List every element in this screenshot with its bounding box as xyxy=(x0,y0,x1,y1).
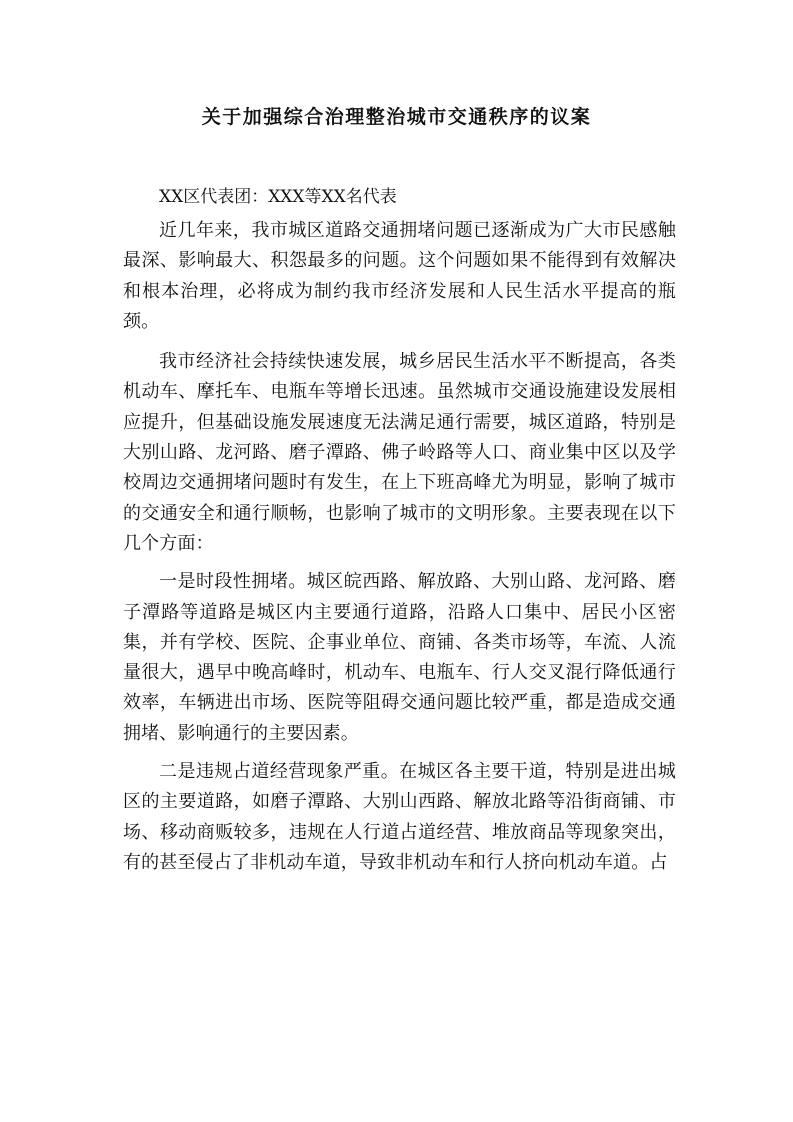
paragraph-2: 我市经济社会持续快速发展，城乡居民生活水平不断提高，各类机动车、摩托车、电瓶车等增长迅速。虽然城市交通设施建设发展相应提升，但基础设施发展速度无法满足通行需要，城区道路，特别是大别山路、龙河路、磨子潭路、佛子岭路等人口、商业集中区以及学校周边交通拥堵问题时有发生，在上下班高峰尤为明显，影响了城市的交通安全和通行顺畅，也影响了城市的文明形象。主要表现在以下几个方面： xyxy=(123,351,676,554)
author-byline: XX区代表团：XXX等XX名代表 xyxy=(159,187,397,207)
paragraph-3: 一是时段性拥堵。城区皖西路、解放路、大别山路、龙河路、磨子潭路等道路是城区内主要通行道路，沿路人口集中、居民小区密集，并有学校、医院、企事业单位、商铺、各类市场等，车流、人流量很大，遇早中晚高峰时，机动车、电瓶车、行人交叉混行降低通行效率，车辆进出市场、医院等阻碍交通问题比较严重，都是造成交通拥堵、影响通行的主要因素。 xyxy=(123,571,676,744)
document-title: 关于加强综合治理整治城市交通秩序的议案 xyxy=(201,106,592,128)
document-body xyxy=(123,182,676,878)
paragraph-4: 二是违规占道经营现象严重。在城区各主要干道，特别是进出城区的主要道路，如磨子潭路、大别山西路、解放北路等沿街商铺、市场、移动商贩较多，违规在人行道占道经营、堆放商品等现象突出，有的甚至侵占了非机动车道，导致非机动车和行人挤向机动车道。占 xyxy=(123,761,676,873)
paragraph-1: 近几年来，我市城区道路交通拥堵问题已逐渐成为广大市民感触最深、影响最大、积怨最多的问题。这个问题如果不能得到有效解决和根本治理，必将成为制约我市经济发展和人民生活水平提高的瓶颈。 xyxy=(123,220,676,332)
